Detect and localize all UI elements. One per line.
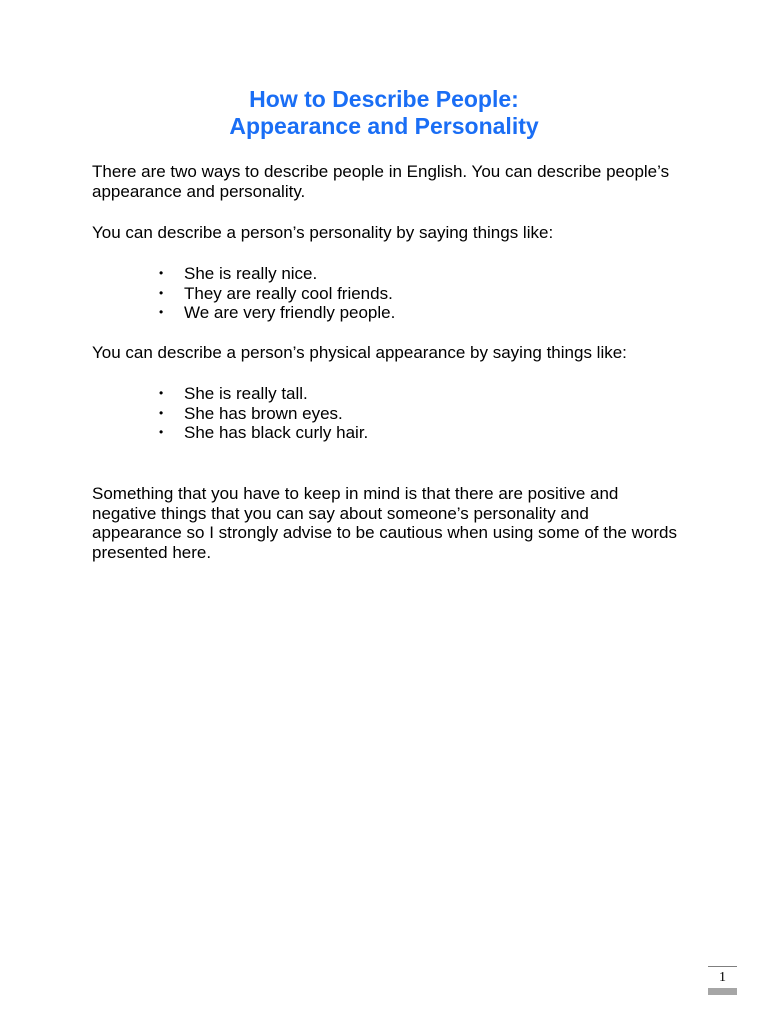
- bullet-icon: •: [159, 405, 164, 420]
- list-item: [159, 264, 395, 284]
- list-item: [159, 283, 395, 304]
- bullet-icon: •: [159, 305, 164, 319]
- page-number-rule: [708, 966, 737, 967]
- page-number-text: 1: [719, 970, 726, 985]
- bullet-icon: •: [159, 285, 164, 300]
- list-item-text: They are really cool friends.: [184, 283, 393, 303]
- list-item: [159, 384, 368, 404]
- title-line-1: How to Describe People:: [249, 86, 519, 112]
- personality-examples-list: [159, 264, 396, 323]
- list-item-text: We are very friendly people.: [184, 303, 396, 322]
- title-line-2: Appearance and Personality: [229, 113, 539, 139]
- closing-paragraph: Something that you have to keep in mind is that there are positive and negative things that you can say about someone’s personality and appearance so I strongly advise to be cautious when using some of the words presented here.: [92, 484, 677, 562]
- page-number: [708, 966, 737, 995]
- appearance-intro-paragraph: You can describe a person’s physical appearance by saying things like:: [92, 343, 627, 362]
- list-item-text: She has brown eyes.: [184, 403, 343, 423]
- list-item: [159, 303, 396, 323]
- list-item-text: She is really nice.: [184, 264, 318, 283]
- bullet-icon: •: [159, 425, 164, 439]
- bullet-icon: •: [159, 386, 164, 400]
- list-item-text: She is really tall.: [184, 384, 308, 403]
- list-item: [159, 403, 368, 424]
- appearance-examples-list: [159, 384, 369, 443]
- page-number-bar: [708, 988, 737, 995]
- page-title: [0, 86, 768, 140]
- intro-paragraph: There are two ways to describe people in English. You can describe people’s appearance and personality.: [92, 162, 670, 201]
- personality-intro-paragraph: You can describe a person’s personality by saying things like:: [92, 223, 554, 242]
- list-item-text: She has black curly hair.: [184, 423, 369, 442]
- list-item: [159, 423, 369, 443]
- bullet-icon: •: [159, 266, 164, 280]
